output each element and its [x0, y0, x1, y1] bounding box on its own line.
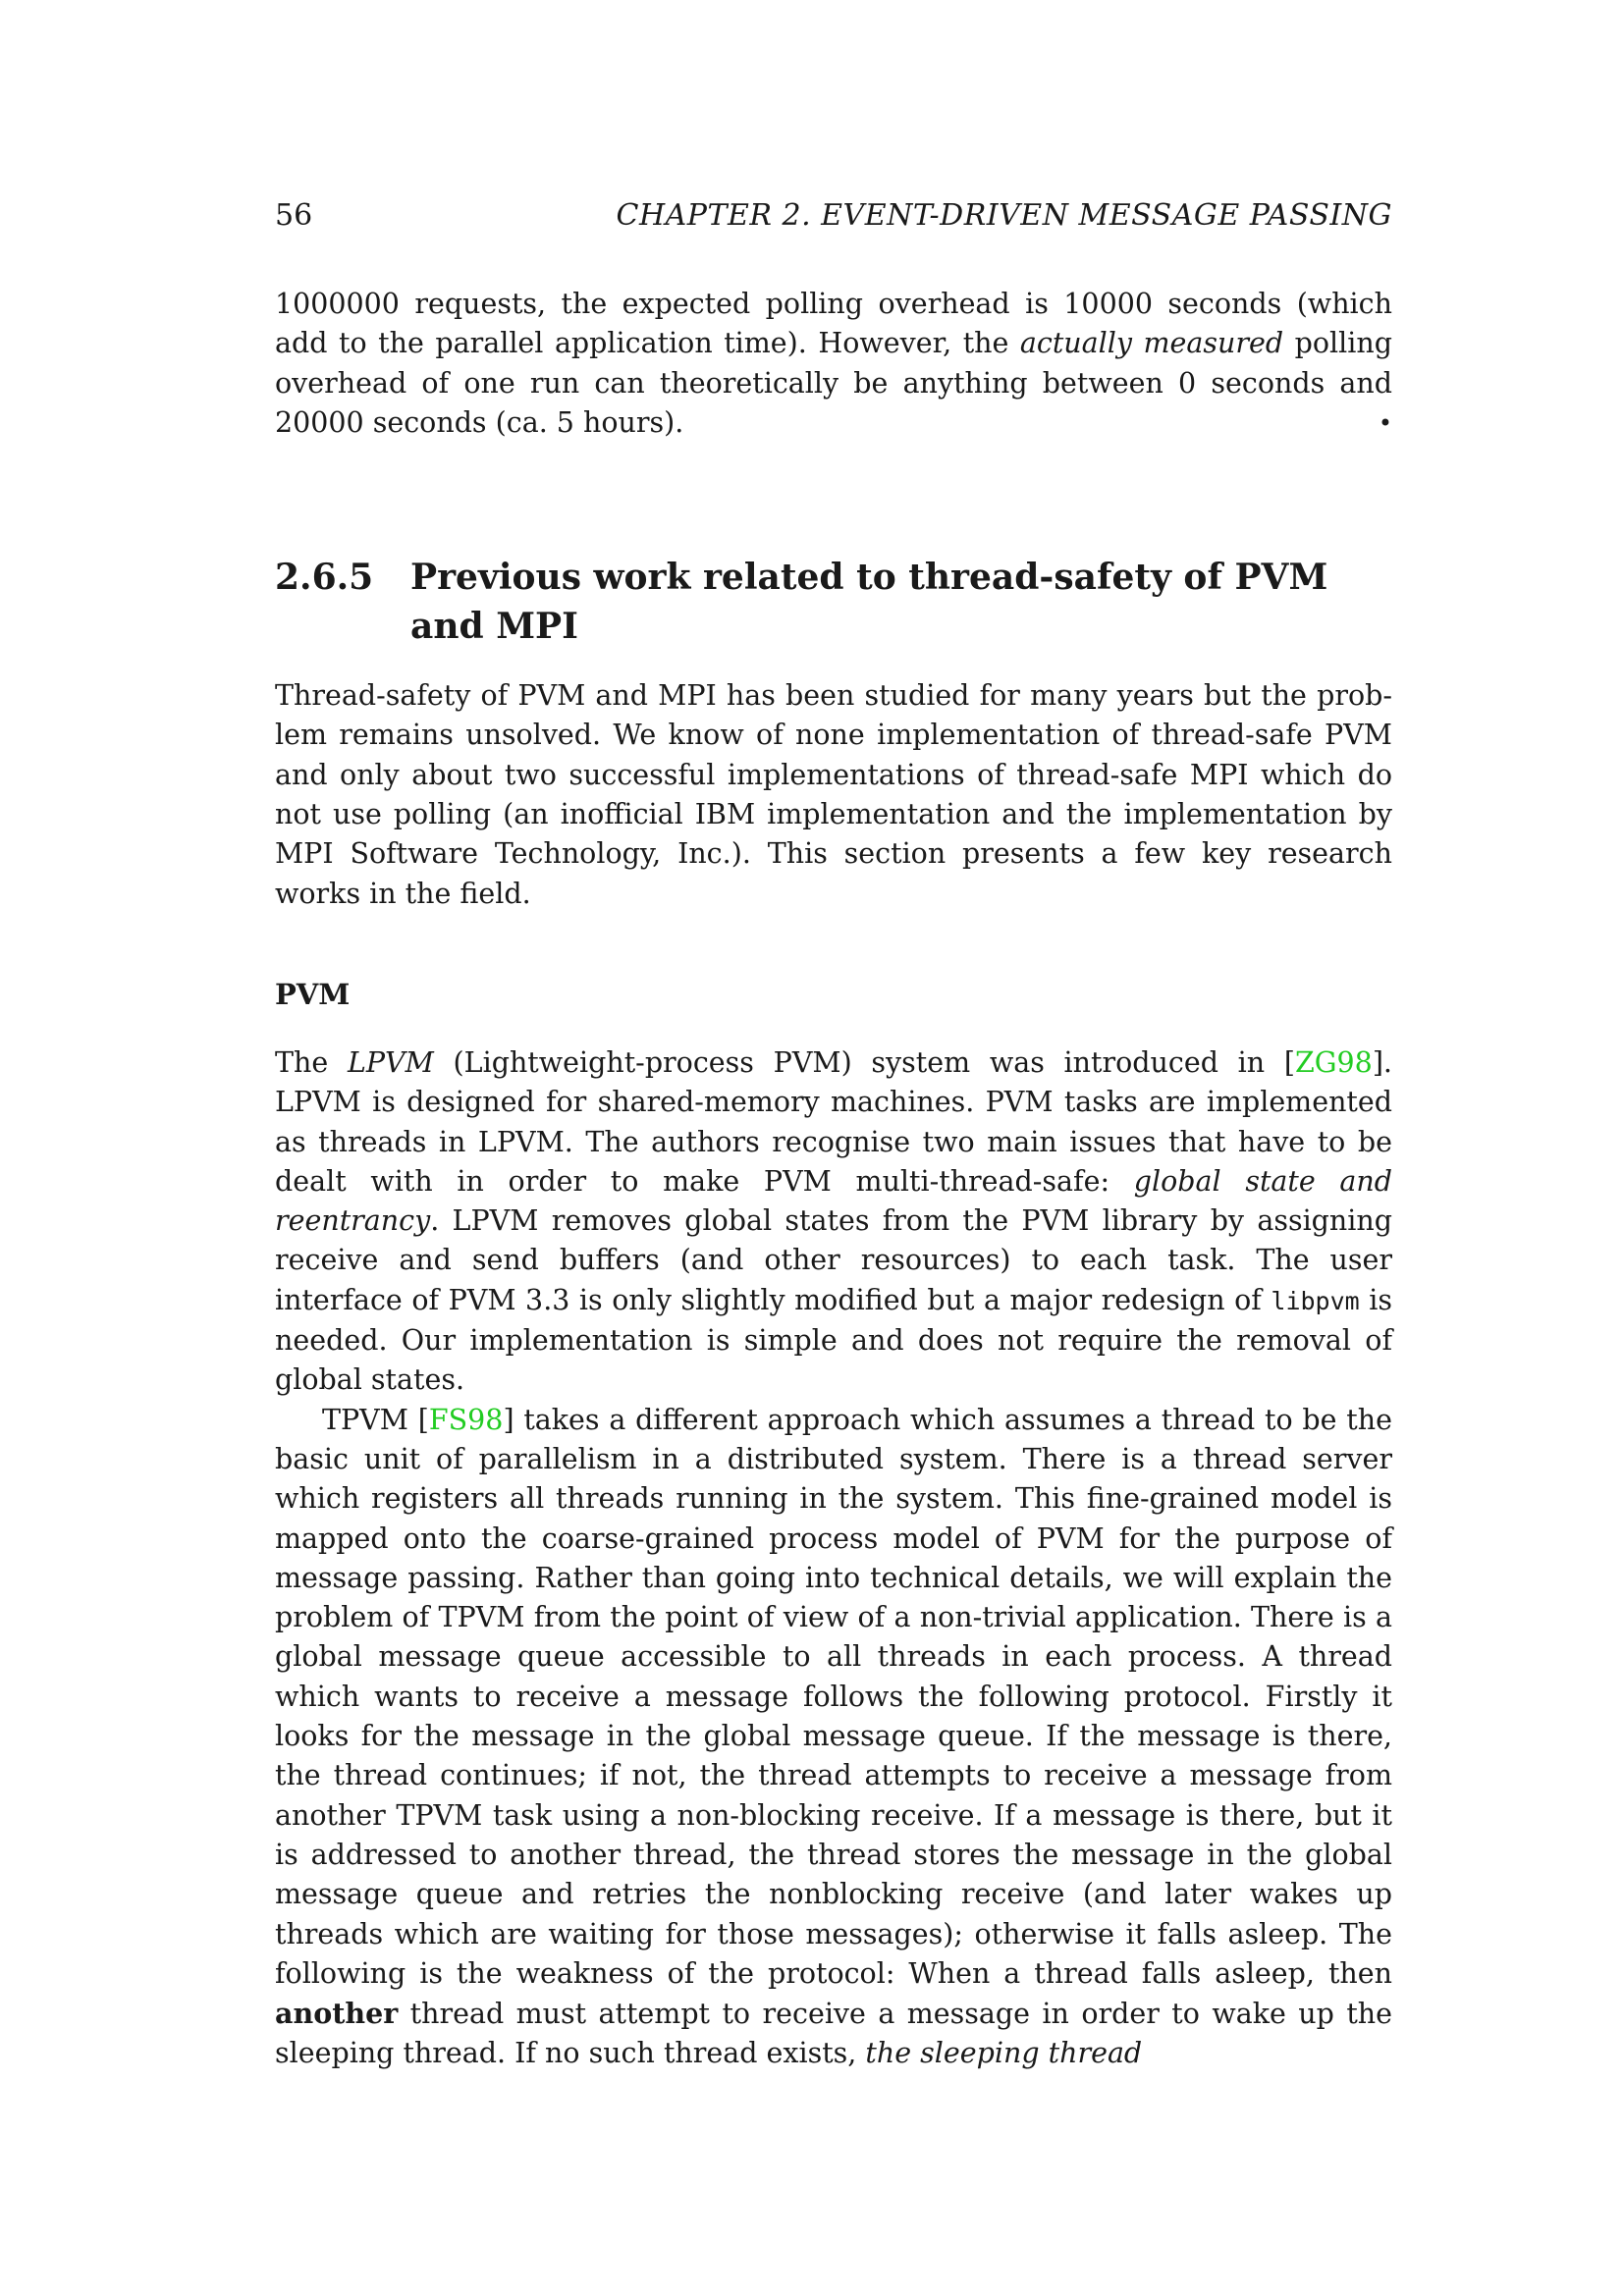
citation-link-zg98[interactable]: ZG98: [1294, 1045, 1373, 1079]
lpvm-emphasis: global state and reentrancy: [275, 1164, 1392, 1238]
section-title: Previous work related to thread-safety of PVM and MPI: [410, 557, 1328, 648]
lpvm-paragraph: [275, 1043, 1392, 1401]
libpvm-code: libpvm: [1271, 1286, 1360, 1315]
citation-link-fs98[interactable]: FS98: [428, 1403, 504, 1436]
intro-text-1: 1000000 requests, the expected polling overhead is 10000 seconds (which add to the parallel application time). However, the: [275, 288, 1392, 360]
tpvm-emphasis: the sleeping thread: [865, 2037, 1143, 2070]
tpvm-paragraph: [275, 1401, 1392, 2074]
running-header: [275, 196, 1392, 236]
section-paragraph: Thread-safety of PVM and MPI has been studied for many years but the problem remains unsolved. We know of none implementation of thread-safe PVM and only about two successful implementations of thread-safe MPI which do not use polling (an inofficial IBM implementation and the implementation by MPI Software Technology, Inc.). This section presents a few key research works in the field.: [275, 679, 1392, 910]
tpvm-text-1: TPVM [: [322, 1403, 429, 1436]
end-of-example-mark: •: [1378, 408, 1392, 437]
tpvm-strong: another: [275, 1997, 399, 2031]
lpvm-text-5: is needed. Our implementation is simple and does not require the removal of global states.: [275, 1283, 1392, 1397]
lpvm-text-1: The: [275, 1045, 348, 1079]
lpvm-text-2: (Lightweight-process PVM) system was introduced in [: [433, 1045, 1295, 1079]
section-number: 2.6.5: [275, 557, 374, 599]
page-number: 56: [275, 198, 313, 233]
intro-emphasis: actually measured: [1019, 327, 1284, 360]
tpvm-text-2: ] takes a different approach which assumes a thread to be the basic unit of parallelism in a distributed system. There is a thread server which registers all threads running in the system. This fine-grained model is mapped onto the coarse-grained process model of PVM for the purpose of message passing. Rather than going into technical details, we will explain the problem of TPVM from the point of view of a non-trivial application. There is a global message queue accessible to all threads in each process. A thread which wants to receive a message follows the following protocol. Firstly it looks for the message in the global message queue. If the message is there, the thread continues; if not, the thread attempts to receive a message from another TPVM task using a non-blocking receive. If a message is there, but it is addressed to another thread, the thread stores the message in the global message queue and retries the nonblocking receive (and later wakes up threads which are waiting for those messages); otherwise it falls asleep. The following is the weakness of the protocol: When a thread falls asleep, then: [275, 1403, 1392, 1990]
lpvm-text-3: ]. LPVM is designed for shared-memory machines. PVM tasks are implemented as threads in LPVM. The authors recognise two main issues that have to be dealt with in order to make PVM multi-thread-safe:: [275, 1045, 1392, 1198]
intro-paragraph: [275, 285, 1392, 443]
section-heading: [275, 553, 1392, 651]
tpvm-text-3: thread must attempt to receive a message in order to wake up the sleeping thread. If no such thread exists,: [275, 1998, 1392, 2070]
chapter-title: CHAPTER 2. EVENT-DRIVEN MESSAGE PASSING: [616, 198, 1392, 233]
lpvm-text-4: . LPVM removes global states from the PVM library by assigning receive and send buffers (and other resources) to each task. The user interface of PVM 3.3 is only slightly modified but a major redesign of: [275, 1204, 1392, 1316]
subsection-heading-pvm: PVM: [275, 977, 351, 1011]
lpvm-name: LPVM: [347, 1045, 434, 1079]
page: [275, 196, 1392, 2074]
intro-text-2: polling overhead of one run can theoretically be anything between 0 seconds and 20000 seconds (ca. 5 hours).: [275, 327, 1392, 439]
